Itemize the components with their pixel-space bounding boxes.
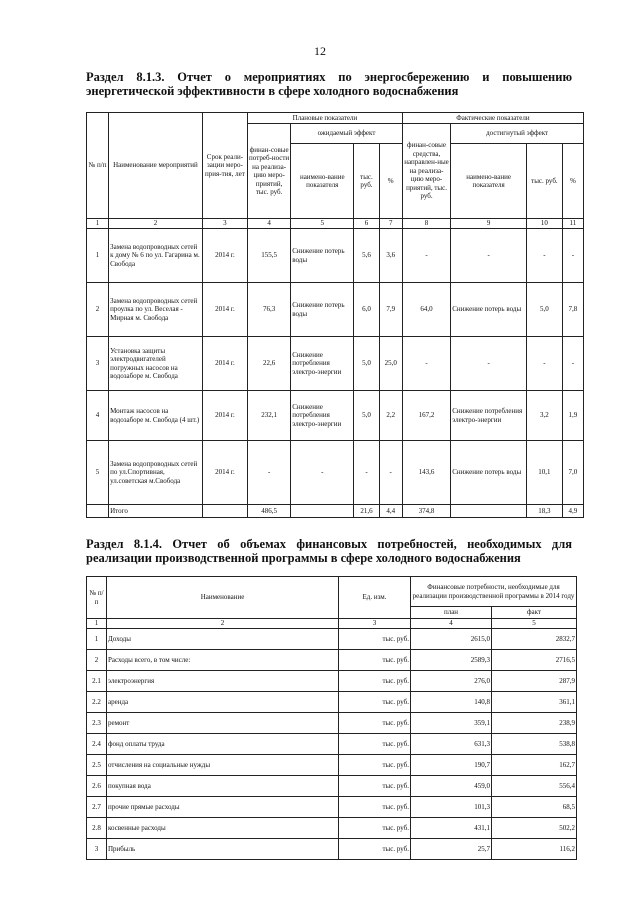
cell-name: отчисления на социальные нужды (107, 755, 339, 776)
cell-term: 2014 г. (202, 229, 247, 283)
table-row (87, 776, 577, 797)
table-row (87, 671, 577, 692)
cell-term: 2014 г. (202, 441, 247, 505)
cell-plan-pct: 7,9 (379, 283, 402, 337)
header-unit: Ед. изм. (339, 577, 411, 619)
col-number: 9 (451, 219, 527, 229)
cell-plan-pct: 2,2 (379, 391, 402, 441)
cell-name: Установка защиты электродвигателей погружных насосов на водозаборе м. Свобода (109, 337, 203, 391)
col-number: 8 (402, 219, 450, 229)
page-number: 12 (314, 44, 326, 58)
financial-needs-table (86, 576, 577, 860)
cell-term: 2014 г. (202, 337, 247, 391)
cell-plan-indicator: Снижение потребления электро-энергии (291, 391, 354, 441)
cell-name: Замена водопроводных сетей к дому № 6 по ул. Гагарина м. Свобода (109, 229, 203, 283)
section-8-1-4-title: Раздел 8.1.4. Отчет об объемах финансовых потребностей, необходимых для реализации производственной программы в сфере холодного водоснабжения (86, 537, 572, 565)
cell-plan-fin: 232,1 (248, 391, 291, 441)
cell-unit: тыс. руб. (339, 755, 411, 776)
cell-fact-fin: - (402, 337, 450, 391)
header-plan: план (411, 607, 492, 619)
cell-fact-fin: 143,6 (402, 441, 450, 505)
table-row (87, 713, 577, 734)
table-row (87, 441, 584, 505)
table-row (87, 692, 577, 713)
cell-fact-rub: 5,0 (527, 283, 563, 337)
cell-name: косвенные расходы (107, 818, 339, 839)
cell-plan: 276,0 (411, 671, 492, 692)
cell-plan-rub: 5,0 (354, 337, 379, 391)
col-number: 5 (291, 219, 354, 229)
cell-name: Замена водопроводных сетей по ул.Спортивная, ул.советская м.Свобода (109, 441, 203, 505)
header-name: Наименование (107, 577, 339, 619)
cell-plan: 2615,0 (411, 629, 492, 650)
table-row (87, 337, 584, 391)
cell-plan-fin: 155,5 (248, 229, 291, 283)
cell-fact: 502,2 (492, 818, 577, 839)
header-name: Наименование мероприятий (109, 113, 203, 219)
cell-plan-pct: 3,6 (379, 229, 402, 283)
cell-num: 2.7 (87, 797, 107, 818)
total-row (87, 505, 584, 518)
cell-unit: тыс. руб. (339, 797, 411, 818)
cell-plan-rub: 5,6 (354, 229, 379, 283)
cell-fact: 361,1 (492, 692, 577, 713)
cell-plan: 140,8 (411, 692, 492, 713)
cell-name: прочие прямые расходы (107, 797, 339, 818)
col-number: 1 (87, 619, 107, 629)
col-number: 2 (109, 219, 203, 229)
cell-num: 4 (87, 391, 109, 441)
cell-empty (202, 505, 247, 518)
col-number: 4 (248, 219, 291, 229)
cell-fact-indicator: Снижение потребления электро-энергии (451, 391, 527, 441)
col-number: 5 (492, 619, 577, 629)
cell-plan: 459,0 (411, 776, 492, 797)
header-plan-ind-name: наимено-вание показателя (291, 144, 354, 219)
header-fact-percent: % (562, 144, 583, 219)
cell-plan-indicator: Снижение потерь воды (291, 229, 354, 283)
cell-fact: 238,9 (492, 713, 577, 734)
cell-plan-indicator: Снижение потерь воды (291, 283, 354, 337)
header-fact-ind-name: наимено-вание показателя (451, 144, 527, 219)
cell-plan: 631,3 (411, 734, 492, 755)
cell-fact: 2832,7 (492, 629, 577, 650)
total-fact-fin: 374,8 (402, 505, 450, 518)
cell-fact-fin: 64,0 (402, 283, 450, 337)
cell-unit: тыс. руб. (339, 776, 411, 797)
total-fact-rub: 18,3 (527, 505, 563, 518)
cell-name: Монтаж насосов на водозаборе м. Свобода (4 шт.) (109, 391, 203, 441)
cell-fact-pct: 7,0 (562, 441, 583, 505)
cell-num: 2.2 (87, 692, 107, 713)
cell-unit: тыс. руб. (339, 839, 411, 860)
col-number: 7 (379, 219, 402, 229)
total-rub: 21,6 (354, 505, 379, 518)
header-plan-group: Плановые показатели (248, 113, 403, 124)
cell-num: 3 (87, 337, 109, 391)
header-percent: % (379, 144, 402, 219)
cell-num: 2.8 (87, 818, 107, 839)
cell-num: 2.1 (87, 671, 107, 692)
cell-name: ремонт (107, 713, 339, 734)
total-label: Итого (109, 505, 203, 518)
cell-fact-pct: 1,9 (562, 391, 583, 441)
cell-plan-pct: - (379, 441, 402, 505)
cell-name: Прибыль (107, 839, 339, 860)
cell-fact: 162,7 (492, 755, 577, 776)
cell-plan-rub: 6,0 (354, 283, 379, 337)
cell-term: 2014 г. (202, 283, 247, 337)
cell-fact-indicator: - (451, 337, 527, 391)
cell-name: Замена водопроводных сетей проулка по ул. Веселая - Мирная м. Свобода (109, 283, 203, 337)
cell-fact-rub: 10,1 (527, 441, 563, 505)
table-row (87, 650, 577, 671)
total-pct: 4,4 (379, 505, 402, 518)
cell-fact-pct: - (562, 229, 583, 283)
header-fact: факт (492, 607, 577, 619)
cell-fact: 556,4 (492, 776, 577, 797)
cell-fact: 287,9 (492, 671, 577, 692)
header-fact-fin: финан-совые средства, направлен-ные на реализа-цию меро-приятий, тыс. руб. (402, 124, 450, 219)
col-number: 11 (562, 219, 583, 229)
table-row (87, 755, 577, 776)
cell-fact: 2716,5 (492, 650, 577, 671)
cell-plan-pct: 25,0 (379, 337, 402, 391)
header-num: № п/п (87, 113, 109, 219)
cell-num: 2 (87, 283, 109, 337)
cell-plan-indicator: - (291, 441, 354, 505)
table-row (87, 629, 577, 650)
table-row (87, 818, 577, 839)
cell-name: покупная вода (107, 776, 339, 797)
cell-plan-fin: 22,6 (248, 337, 291, 391)
cell-num: 5 (87, 441, 109, 505)
cell-fact-indicator: - (451, 229, 527, 283)
header-expected-effect: ожидаемый эффект (291, 124, 403, 144)
cell-plan-fin: - (248, 441, 291, 505)
section-8-1-3-title: Раздел 8.1.3. Отчет о мероприятиях по энергосбережению и повышению энергетической эффективности в сфере холодного водоснабжения (86, 70, 572, 98)
cell-term: 2014 г. (202, 391, 247, 441)
cell-num: 3 (87, 839, 107, 860)
col-number: 6 (354, 219, 379, 229)
table-row (87, 229, 584, 283)
cell-num: 2 (87, 650, 107, 671)
table-row (87, 797, 577, 818)
col-number: 2 (107, 619, 339, 629)
cell-plan: 25,7 (411, 839, 492, 860)
cell-plan-rub: - (354, 441, 379, 505)
cell-name: аренда (107, 692, 339, 713)
cell-num: 1 (87, 629, 107, 650)
cell-unit: тыс. руб. (339, 671, 411, 692)
cell-plan: 359,1 (411, 713, 492, 734)
energy-saving-measures-table (86, 112, 584, 518)
table-row (87, 391, 584, 441)
cell-num: 2.5 (87, 755, 107, 776)
cell-fact-fin: 167,2 (402, 391, 450, 441)
header-plan-fin: финан-совые потреб-ности на реализа-цию меро-приятий, тыс. руб. (248, 124, 291, 219)
header-term: Срок реали-зации меро-прия-тия, лет (202, 113, 247, 219)
cell-empty (87, 505, 109, 518)
header-financial-needs: Финансовые потребности, необходимые для реализации производственной программы в 2014 году (411, 577, 577, 607)
col-number: 3 (202, 219, 247, 229)
cell-fact-fin: - (402, 229, 450, 283)
cell-plan: 431,1 (411, 818, 492, 839)
cell-plan-rub: 5,0 (354, 391, 379, 441)
cell-fact-indicator: Снижение потерь воды (451, 283, 527, 337)
header-achieved-effect: достигнутый эффект (451, 124, 584, 144)
header-fact-thousand-rub: тыс. руб. (527, 144, 563, 219)
cell-fact: 68,5 (492, 797, 577, 818)
col-number: 10 (527, 219, 563, 229)
cell-fact-pct: 7,8 (562, 283, 583, 337)
cell-unit: тыс. руб. (339, 734, 411, 755)
col-number: 4 (411, 619, 492, 629)
cell-fact: 538,8 (492, 734, 577, 755)
cell-fact-indicator: Снижение потерь воды (451, 441, 527, 505)
cell-num: 1 (87, 229, 109, 283)
total-fact-pct: 4,9 (562, 505, 583, 518)
cell-unit: тыс. руб. (339, 818, 411, 839)
cell-empty (291, 505, 354, 518)
header-num: № п/п (87, 577, 107, 619)
col-number: 3 (339, 619, 411, 629)
cell-unit: тыс. руб. (339, 629, 411, 650)
table-row (87, 283, 584, 337)
cell-plan: 101,3 (411, 797, 492, 818)
cell-name: Доходы (107, 629, 339, 650)
cell-empty (451, 505, 527, 518)
cell-name: электроэнергия (107, 671, 339, 692)
cell-fact: 116,2 (492, 839, 577, 860)
cell-fact-rub: - (527, 337, 563, 391)
total-plan-fin: 486,5 (248, 505, 291, 518)
cell-plan-indicator: Снижение потребления электро-энергии (291, 337, 354, 391)
cell-fact-rub: - (527, 229, 563, 283)
table-row (87, 839, 577, 860)
table-row (87, 734, 577, 755)
cell-name: Расходы всего, в том числе: (107, 650, 339, 671)
header-fact-group: Фактические показатели (402, 113, 583, 124)
cell-unit: тыс. руб. (339, 650, 411, 671)
cell-plan: 190,7 (411, 755, 492, 776)
cell-plan-fin: 76,3 (248, 283, 291, 337)
header-thousand-rub: тыс. руб. (354, 144, 379, 219)
cell-fact-pct: - (562, 337, 583, 391)
cell-name: фонд оплаты труда (107, 734, 339, 755)
cell-unit: тыс. руб. (339, 713, 411, 734)
cell-unit: тыс. руб. (339, 692, 411, 713)
cell-num: 2.4 (87, 734, 107, 755)
col-number: 1 (87, 219, 109, 229)
cell-num: 2.6 (87, 776, 107, 797)
cell-plan: 2589,3 (411, 650, 492, 671)
cell-fact-rub: 3,2 (527, 391, 563, 441)
cell-num: 2.3 (87, 713, 107, 734)
